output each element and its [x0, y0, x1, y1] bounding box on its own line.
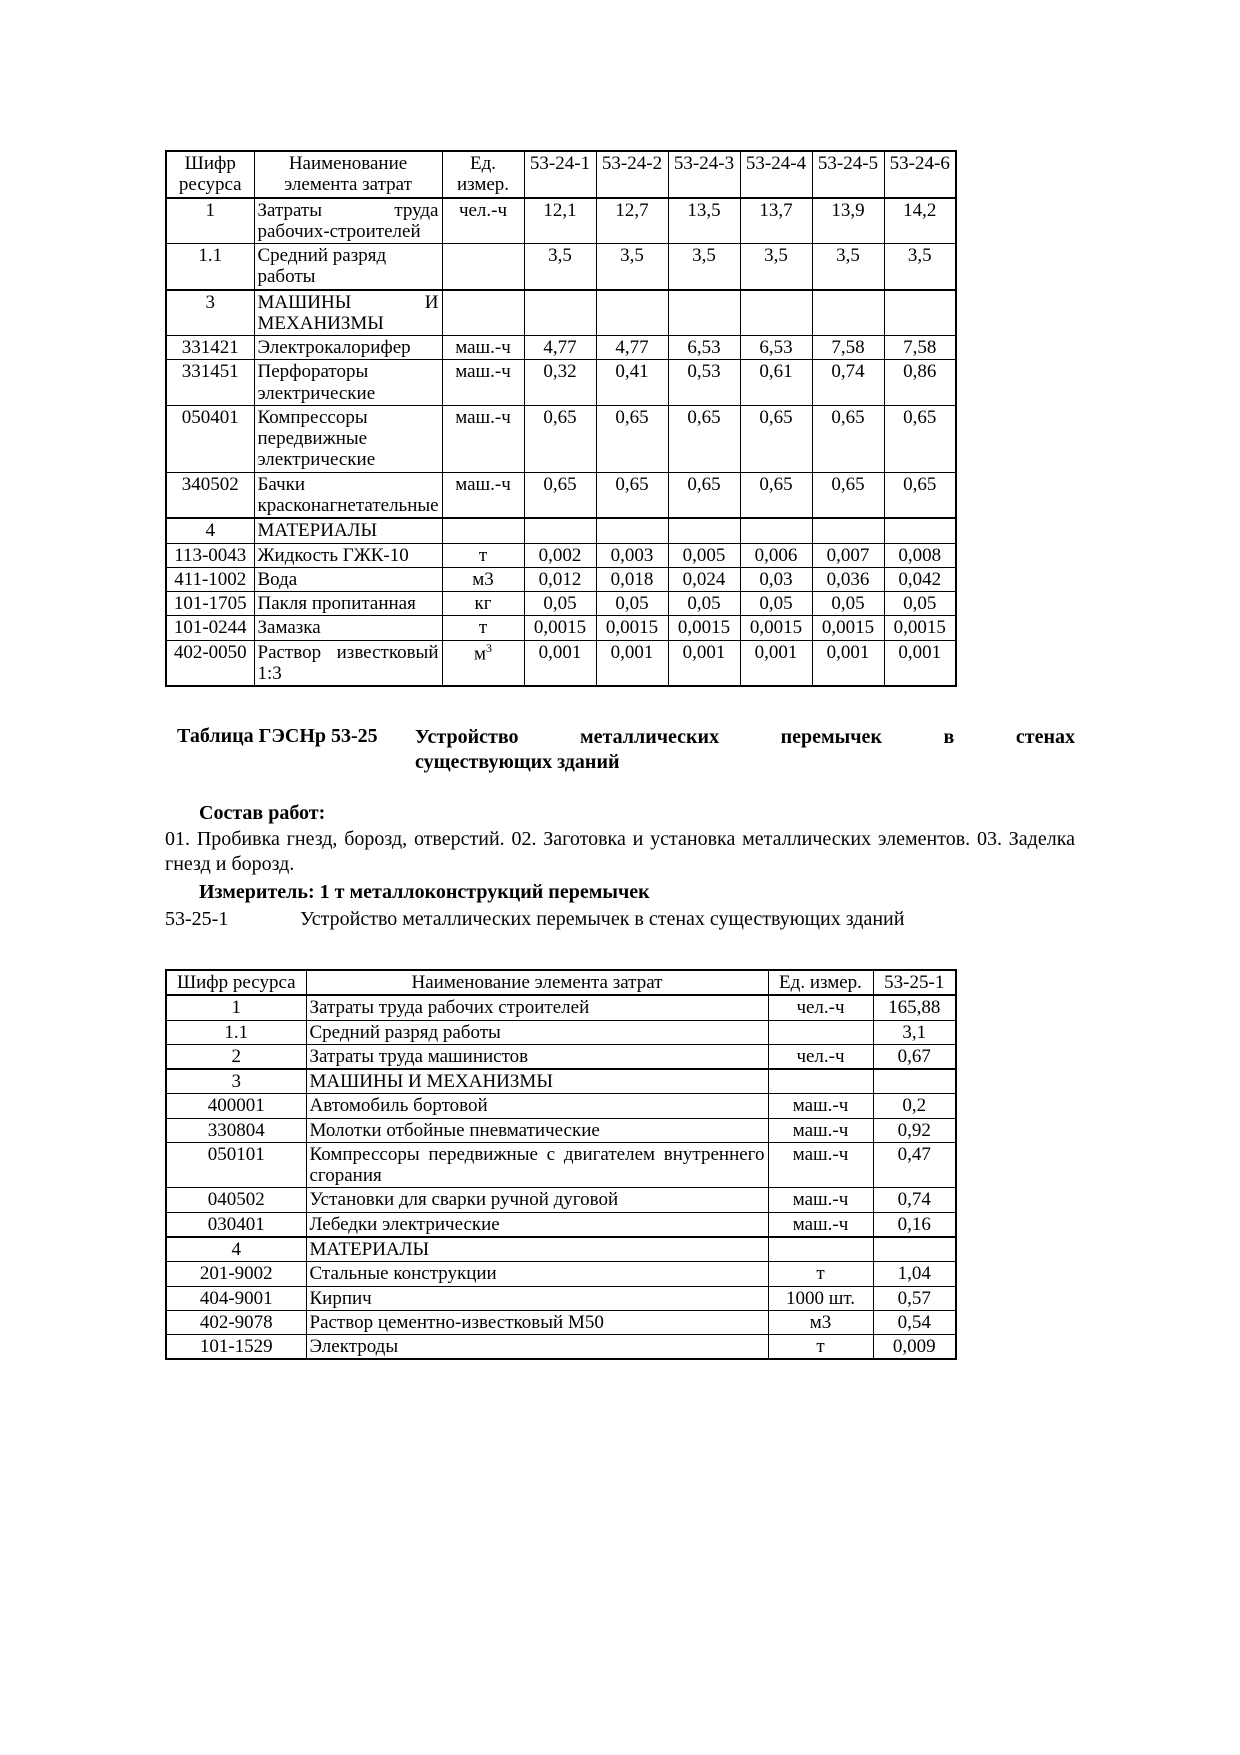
unit-superscript: 3: [486, 640, 493, 655]
cell-unit: т: [768, 1262, 873, 1286]
composition-block: [165, 801, 1075, 933]
header-cell-code: [166, 151, 254, 198]
cell-resource-code: 1: [166, 198, 254, 244]
resource-description: Устройство металлических перемычек в стенах существующих зданий: [300, 908, 905, 931]
cell-value-4: [740, 518, 812, 543]
cell-value: 0,47: [873, 1142, 956, 1188]
cell-element-name: Раствор известковый 1:3: [254, 640, 442, 686]
cell-value-1: 0,012: [524, 567, 596, 591]
cell-value-1: 4,77: [524, 336, 596, 360]
cell-resource-code: 050401: [166, 405, 254, 472]
cell-value-5: 0,65: [812, 405, 884, 472]
cell-resource-code: 040502: [166, 1188, 306, 1212]
cell-value-2: 0,65: [596, 405, 668, 472]
cell-value-1: 12,1: [524, 198, 596, 244]
cell-value: 0,54: [873, 1310, 956, 1334]
cell-unit: $м^3$: [442, 640, 524, 686]
cell-value-1: 0,001: [524, 640, 596, 686]
table-title-line1: Устройство металлических перемычек в стенах: [415, 726, 1075, 749]
cell-resource-code: 101-1529: [166, 1335, 306, 1360]
cell-resource-code: 101-1705: [166, 592, 254, 616]
table-row: [166, 1286, 956, 1310]
table-row: [166, 1094, 956, 1118]
cell-value-1: 0,32: [524, 360, 596, 406]
cell-element-name: Электроды: [306, 1335, 768, 1360]
cell-element-name: Стальные конструкции: [306, 1262, 768, 1286]
cell-element-name: Затраты труда машинистов: [306, 1044, 768, 1069]
cell-value-4: 0,001: [740, 640, 812, 686]
cell-value-3: 0,001: [668, 640, 740, 686]
cell-value-6: 0,65: [884, 405, 956, 472]
cell-value-3: 0,0015: [668, 616, 740, 640]
cell-value-6: 3,5: [884, 244, 956, 290]
cell-element-name: Компрессоры передвижные с двигателем внутреннего сгорания: [306, 1142, 768, 1188]
cell-value-1: [524, 290, 596, 336]
cell-unit: м3: [442, 567, 524, 591]
cell-value-1: [524, 518, 596, 543]
cell-resource-code: 3: [166, 1069, 306, 1094]
cell-element-name: Жидкость ГЖК-10: [254, 543, 442, 567]
cell-unit: [768, 1069, 873, 1094]
header-cell-name: [254, 151, 442, 198]
cell-element-name: Замазка: [254, 616, 442, 640]
cell-value-5: 3,5: [812, 244, 884, 290]
cell-unit: [442, 518, 524, 543]
cell-unit: [768, 1020, 873, 1044]
cell-value-5: 7,58: [812, 336, 884, 360]
cell-value-2: 3,5: [596, 244, 668, 290]
cell-resource-code: 402-0050: [166, 640, 254, 686]
cell-value-5: 0,036: [812, 567, 884, 591]
table1-header-row: [166, 151, 956, 198]
cell-resource-code: 411-1002: [166, 567, 254, 591]
header-cell-variant-6: 53-24-6: [884, 151, 956, 198]
composition-body: [165, 827, 1075, 878]
cell-value-1: 0,65: [524, 472, 596, 518]
cell-value-4: 0,65: [740, 472, 812, 518]
cell-value: 0,009: [873, 1335, 956, 1360]
cell-value-2: 0,0015: [596, 616, 668, 640]
cell-value-4: 13,7: [740, 198, 812, 244]
table-row: [166, 640, 956, 686]
composition-heading: Состав работ:: [199, 802, 326, 825]
cell-element-name: Затраты труда рабочих строителей: [306, 995, 768, 1020]
cell-element-name: Молотки отбойные пневматические: [306, 1118, 768, 1142]
cell-unit: маш.-ч: [442, 405, 524, 472]
table-row: [166, 592, 956, 616]
table-row: [166, 1237, 956, 1262]
cell-value-2: 12,7: [596, 198, 668, 244]
cell-value-4: 0,61: [740, 360, 812, 406]
cell-value-1: 0,0015: [524, 616, 596, 640]
cell-value-1: 3,5: [524, 244, 596, 290]
cell-unit: маш.-ч: [768, 1188, 873, 1212]
cell-value-3: 0,53: [668, 360, 740, 406]
cell-element-name: Пакля пропитанная: [254, 592, 442, 616]
cell-value: 0,57: [873, 1286, 956, 1310]
cell-value-6: 0,042: [884, 567, 956, 591]
cell-value-4: 6,53: [740, 336, 812, 360]
cell-unit: кг: [442, 592, 524, 616]
header-cell-2: Ед. измер.: [768, 970, 873, 995]
header-cell-1: Наименование элемента затрат: [306, 970, 768, 995]
table-row: [166, 472, 956, 518]
table-row: [166, 1310, 956, 1334]
cell-value-2: [596, 290, 668, 336]
cell-value-5: 13,9: [812, 198, 884, 244]
cell-unit: чел.-ч: [768, 995, 873, 1020]
resource-code: 53-25-1: [165, 908, 229, 931]
table-row: [166, 567, 956, 591]
cell-value-6: 0,008: [884, 543, 956, 567]
cell-value-6: 0,0015: [884, 616, 956, 640]
cell-value-6: 7,58: [884, 336, 956, 360]
table-row: [166, 616, 956, 640]
cell-value-2: 0,003: [596, 543, 668, 567]
cell-value-5: 0,05: [812, 592, 884, 616]
cell-unit: т: [442, 543, 524, 567]
measure-line: Измеритель: 1 т металлоконструкций перемычек: [199, 880, 650, 903]
table1-header-group: [166, 151, 956, 198]
table-row: [166, 1142, 956, 1188]
cell-element-name: МАШИНЫ И МЕХАНИЗМЫ: [254, 290, 442, 336]
table-row: [166, 518, 956, 543]
cell-resource-code: 030401: [166, 1212, 306, 1237]
code-description-row: [165, 907, 1075, 933]
cell-resource-code: 101-0244: [166, 616, 254, 640]
cell-value-4: [740, 290, 812, 336]
cell-element-name: Перфораторы электрические: [254, 360, 442, 406]
cell-unit: т: [768, 1335, 873, 1360]
cell-element-name: Кирпич: [306, 1286, 768, 1310]
table-row: [166, 405, 956, 472]
cell-value-6: 0,65: [884, 472, 956, 518]
cell-value-4: 0,65: [740, 405, 812, 472]
cell-element-name: Компрессоры передвижные электрические: [254, 405, 442, 472]
table-row: [166, 1069, 956, 1094]
cell-value-3: 0,65: [668, 405, 740, 472]
cell-value-6: 0,001: [884, 640, 956, 686]
cell-value-4: 0,05: [740, 592, 812, 616]
cell-value-2: 0,018: [596, 567, 668, 591]
cell-value-5: 0,007: [812, 543, 884, 567]
cell-value: 1,04: [873, 1262, 956, 1286]
cell-element-name: Установки для сварки ручной дуговой: [306, 1188, 768, 1212]
cell-resource-code: 113-0043: [166, 543, 254, 567]
cell-resource-code: 201-9002: [166, 1262, 306, 1286]
cell-element-name: Средний разряд работы: [254, 244, 442, 290]
cell-element-name: МАШИНЫ И МЕХАНИЗМЫ: [306, 1069, 768, 1094]
table2-header-group: [166, 970, 956, 995]
cell-resource-code: 3: [166, 290, 254, 336]
cell-value-6: 0,05: [884, 592, 956, 616]
header-cell-variant-5: 53-24-5: [812, 151, 884, 198]
cell-value: [873, 1069, 956, 1094]
cell-element-name: Электрокалорифер: [254, 336, 442, 360]
cell-value: 165,88: [873, 995, 956, 1020]
resource-table-53-24: [165, 150, 957, 687]
cell-value-3: 3,5: [668, 244, 740, 290]
cell-element-name: МАТЕРИАЛЫ: [254, 518, 442, 543]
cell-resource-code: 1.1: [166, 1020, 306, 1044]
table-row: [166, 1262, 956, 1286]
cell-value-4: 3,5: [740, 244, 812, 290]
cell-resource-code: 4: [166, 1237, 306, 1262]
cell-resource-code: 330804: [166, 1118, 306, 1142]
table-title-line2: существующих зданий: [415, 751, 620, 774]
cell-unit: [768, 1237, 873, 1262]
header-cell-variant-4: 53-24-4: [740, 151, 812, 198]
cell-resource-code: 331451: [166, 360, 254, 406]
cell-value-3: 6,53: [668, 336, 740, 360]
cell-value-4: 0,006: [740, 543, 812, 567]
table-row: [166, 336, 956, 360]
cell-value-1: 0,002: [524, 543, 596, 567]
table2-body: [166, 995, 956, 1359]
table-row: [166, 360, 956, 406]
spacer: [165, 933, 1075, 969]
cell-value-6: [884, 518, 956, 543]
cell-unit: маш.-ч: [442, 336, 524, 360]
composition-text: 01. Пробивка гнезд, борозд, отверстий. 02. Заготовка и установка металлических элементов. 03. Заделка гнезд и борозд.: [165, 827, 1075, 876]
cell-value-2: 0,001: [596, 640, 668, 686]
table-row: [166, 244, 956, 290]
cell-resource-code: 050101: [166, 1142, 306, 1188]
cell-element-name: Автомобиль бортовой: [306, 1094, 768, 1118]
cell-value: [873, 1237, 956, 1262]
cell-value: 0,16: [873, 1212, 956, 1237]
cell-resource-code: 400001: [166, 1094, 306, 1118]
cell-resource-code: 340502: [166, 472, 254, 518]
cell-resource-code: 404-9001: [166, 1286, 306, 1310]
header-unit-line1: Ед.: [469, 153, 497, 174]
header-cell-variant-3: 53-24-3: [668, 151, 740, 198]
cell-value-5: 0,74: [812, 360, 884, 406]
cell-resource-code: 1.1: [166, 244, 254, 290]
cell-value-3: 0,65: [668, 472, 740, 518]
cell-value-3: [668, 290, 740, 336]
cell-unit: чел.-ч: [442, 198, 524, 244]
header-unit-line2: измер.: [456, 174, 510, 196]
table-row: [166, 198, 956, 244]
cell-unit: 1000 шт.: [768, 1286, 873, 1310]
table-row: [166, 543, 956, 567]
cell-unit: [442, 244, 524, 290]
cell-element-name: Лебедки электрические: [306, 1212, 768, 1237]
section-title-block: [165, 725, 1075, 775]
cell-value: 0,92: [873, 1118, 956, 1142]
cell-value-3: 0,024: [668, 567, 740, 591]
cell-value-4: 0,0015: [740, 616, 812, 640]
cell-value-1: 0,05: [524, 592, 596, 616]
table-title: [415, 725, 1075, 775]
table-row: [166, 1335, 956, 1360]
cell-value-5: [812, 290, 884, 336]
header-name-line1: Наименование: [288, 153, 408, 174]
cell-element-name: Вода: [254, 567, 442, 591]
header-cell-variant-1: 53-24-1: [524, 151, 596, 198]
cell-unit: маш.-ч: [442, 472, 524, 518]
cell-value-5: 0,65: [812, 472, 884, 518]
cell-unit: маш.-ч: [442, 360, 524, 406]
resource-table-53-25: [165, 969, 957, 1360]
cell-unit: т: [442, 616, 524, 640]
cell-element-name: Бачки красконагнетательные: [254, 472, 442, 518]
cell-value: 3,1: [873, 1020, 956, 1044]
header-cell-variant-2: 53-24-2: [596, 151, 668, 198]
cell-value: 0,74: [873, 1188, 956, 1212]
cell-unit: маш.-ч: [768, 1212, 873, 1237]
cell-value-2: 4,77: [596, 336, 668, 360]
table-row: [166, 1212, 956, 1237]
cell-value: 0,2: [873, 1094, 956, 1118]
cell-value-6: 14,2: [884, 198, 956, 244]
cell-element-name: Средний разряд работы: [306, 1020, 768, 1044]
cell-value-5: 0,001: [812, 640, 884, 686]
cell-value: 0,67: [873, 1044, 956, 1069]
cell-value-2: [596, 518, 668, 543]
header-cell-unit: [442, 151, 524, 198]
cell-value-2: 0,65: [596, 472, 668, 518]
cell-resource-code: 1: [166, 995, 306, 1020]
table-row: [166, 1188, 956, 1212]
cell-resource-code: 2: [166, 1044, 306, 1069]
table1-body: [166, 198, 956, 687]
cell-resource-code: 4: [166, 518, 254, 543]
table-row: [166, 1020, 956, 1044]
table-row: [166, 995, 956, 1020]
header-code-line2: ресурса: [178, 174, 242, 196]
header-name-line2: элемента затрат: [284, 174, 412, 196]
table2-header-row: [166, 970, 956, 995]
cell-unit: м3: [768, 1310, 873, 1334]
table-row: [166, 1044, 956, 1069]
cell-element-name: МАТЕРИАЛЫ: [306, 1237, 768, 1262]
cell-value-5: 0,0015: [812, 616, 884, 640]
cell-unit: [442, 290, 524, 336]
cell-value-1: 0,65: [524, 405, 596, 472]
header-cell-3: 53-25-1: [873, 970, 956, 995]
cell-resource-code: 331421: [166, 336, 254, 360]
table-row: [166, 1118, 956, 1142]
cell-value-3: 13,5: [668, 198, 740, 244]
cell-unit: маш.-ч: [768, 1094, 873, 1118]
cell-value-5: [812, 518, 884, 543]
cell-value-2: 0,05: [596, 592, 668, 616]
cell-value-3: [668, 518, 740, 543]
table-label: Таблица ГЭСНр 53-25: [177, 725, 378, 748]
cell-unit: маш.-ч: [768, 1118, 873, 1142]
cell-unit: маш.-ч: [768, 1142, 873, 1188]
cell-value-3: 0,05: [668, 592, 740, 616]
header-cell-0: Шифр ресурса: [166, 970, 306, 995]
cell-value-6: [884, 290, 956, 336]
header-code-line1: Шифр: [184, 153, 236, 174]
cell-resource-code: 402-9078: [166, 1310, 306, 1334]
cell-value-3: 0,005: [668, 543, 740, 567]
cell-element-name: Раствор цементно-известковый М50: [306, 1310, 768, 1334]
cell-value-4: 0,03: [740, 567, 812, 591]
table-row: [166, 290, 956, 336]
cell-value-2: 0,41: [596, 360, 668, 406]
cell-unit: чел.-ч: [768, 1044, 873, 1069]
cell-value-6: 0,86: [884, 360, 956, 406]
cell-element-name: Затраты труда рабочих-строителей: [254, 198, 442, 244]
